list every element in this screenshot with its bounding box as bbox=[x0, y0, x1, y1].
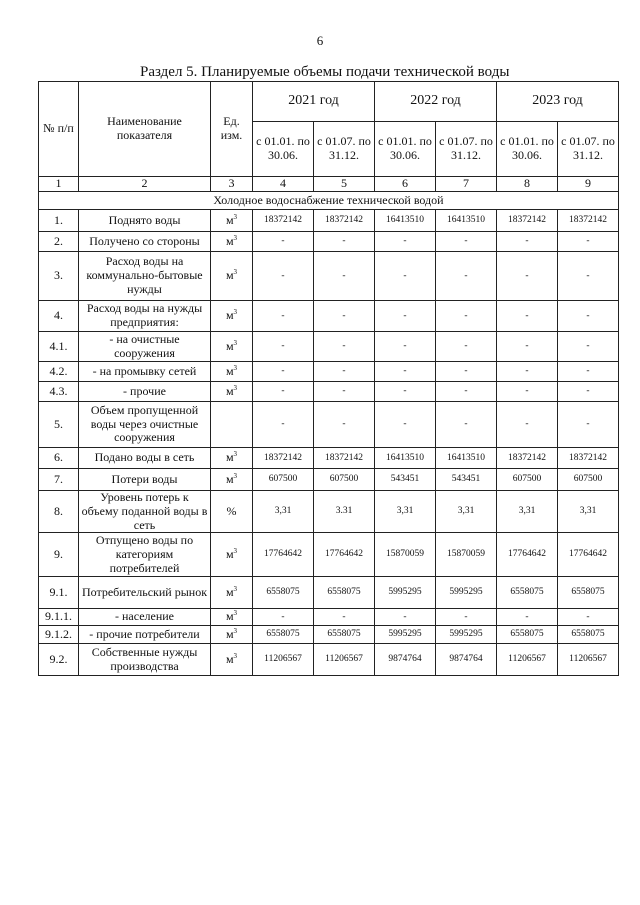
row-value: 543451 bbox=[436, 469, 497, 491]
row-unit: $м^3$ bbox=[211, 332, 253, 362]
row-value: - bbox=[436, 362, 497, 382]
row-value: 5995295 bbox=[436, 577, 497, 609]
row-number: 4.1. bbox=[39, 332, 79, 362]
row-value: 9874764 bbox=[436, 644, 497, 676]
row-value: 17764642 bbox=[497, 533, 558, 577]
row-name: Потребительский рынок bbox=[79, 577, 211, 609]
row-value: - bbox=[436, 609, 497, 626]
row-value: - bbox=[497, 609, 558, 626]
row-value: - bbox=[253, 232, 314, 252]
row-name: - прочие потребители bbox=[79, 626, 211, 644]
row-value: - bbox=[375, 609, 436, 626]
row-unit: $м^3$ bbox=[211, 232, 253, 252]
row-unit: $м^3$ bbox=[211, 626, 253, 644]
row-value: 543451 bbox=[375, 469, 436, 491]
row-value: 11206567 bbox=[497, 644, 558, 676]
row-value: 17764642 bbox=[314, 533, 375, 577]
water-supply-table bbox=[38, 81, 619, 676]
column-number: 7 bbox=[436, 177, 497, 192]
header-period: с 01.01. по 30.06. bbox=[497, 122, 558, 177]
header-period: с 01.07. по 31.12. bbox=[314, 122, 375, 177]
row-value: 9874764 bbox=[375, 644, 436, 676]
row-value: - bbox=[314, 382, 375, 402]
row-value: - bbox=[497, 301, 558, 332]
table-row bbox=[39, 301, 619, 332]
row-name: Расход воды на нужды предприятия: bbox=[79, 301, 211, 332]
section-heading: Холодное водоснабжение технической водой bbox=[39, 192, 619, 210]
row-value: - bbox=[558, 332, 619, 362]
row-value: - bbox=[253, 301, 314, 332]
row-value: 15870059 bbox=[436, 533, 497, 577]
row-name: Уровень потерь к объему поданной воды в сеть bbox=[79, 491, 211, 533]
row-value: 607500 bbox=[558, 469, 619, 491]
row-value: 16413510 bbox=[436, 210, 497, 232]
table-row bbox=[39, 332, 619, 362]
column-number: 2 bbox=[79, 177, 211, 192]
row-value: 607500 bbox=[497, 469, 558, 491]
row-value: - bbox=[314, 362, 375, 382]
table-row bbox=[39, 252, 619, 301]
row-value: - bbox=[375, 402, 436, 448]
row-value: - bbox=[558, 252, 619, 301]
row-value: - bbox=[558, 402, 619, 448]
row-value: - bbox=[375, 332, 436, 362]
row-number: 8. bbox=[39, 491, 79, 533]
table-row bbox=[39, 491, 619, 533]
column-number: 6 bbox=[375, 177, 436, 192]
column-number: 4 bbox=[253, 177, 314, 192]
row-value: 11206567 bbox=[253, 644, 314, 676]
row-value: 17764642 bbox=[558, 533, 619, 577]
column-number: 8 bbox=[497, 177, 558, 192]
row-value: - bbox=[436, 332, 497, 362]
row-value: - bbox=[436, 252, 497, 301]
row-name: Отпущено воды по категориям потребителей bbox=[79, 533, 211, 577]
table-row bbox=[39, 448, 619, 469]
row-value: 3,31 bbox=[436, 491, 497, 533]
table-row bbox=[39, 644, 619, 676]
row-value: 18372142 bbox=[314, 448, 375, 469]
row-value: - bbox=[253, 402, 314, 448]
table-body bbox=[39, 210, 619, 676]
row-value: 6558075 bbox=[497, 577, 558, 609]
row-value: - bbox=[314, 609, 375, 626]
row-value: 16413510 bbox=[436, 448, 497, 469]
header-year: 2023 год bbox=[497, 82, 619, 122]
row-name: Поднято воды bbox=[79, 210, 211, 232]
header-period: с 01.07. по 31.12. bbox=[558, 122, 619, 177]
row-value: 5995295 bbox=[375, 577, 436, 609]
row-number: 6. bbox=[39, 448, 79, 469]
row-value: - bbox=[253, 382, 314, 402]
row-value: 6558075 bbox=[253, 577, 314, 609]
row-number: 4. bbox=[39, 301, 79, 332]
row-value: - bbox=[497, 332, 558, 362]
row-value: - bbox=[558, 362, 619, 382]
row-value: 3,31 bbox=[558, 491, 619, 533]
row-value: - bbox=[375, 232, 436, 252]
row-value: 15870059 bbox=[375, 533, 436, 577]
row-unit: $м^3$ bbox=[211, 210, 253, 232]
row-unit bbox=[211, 402, 253, 448]
row-value: - bbox=[497, 252, 558, 301]
row-value: 18372142 bbox=[253, 210, 314, 232]
row-unit: $м^3$ bbox=[211, 301, 253, 332]
row-unit: $м^3$ bbox=[211, 382, 253, 402]
row-value: 3,31 bbox=[497, 491, 558, 533]
row-value: - bbox=[375, 362, 436, 382]
row-value: - bbox=[436, 301, 497, 332]
row-value: - bbox=[558, 382, 619, 402]
row-number: 1. bbox=[39, 210, 79, 232]
row-value: 3.31 bbox=[314, 491, 375, 533]
row-number: 5. bbox=[39, 402, 79, 448]
row-value: 6558075 bbox=[497, 626, 558, 644]
header-year: 2022 год bbox=[375, 82, 497, 122]
row-value: - bbox=[497, 382, 558, 402]
row-value: 6558075 bbox=[558, 626, 619, 644]
header-name: Наименование показателя bbox=[79, 82, 211, 177]
row-unit: $м^3$ bbox=[211, 448, 253, 469]
table-row bbox=[39, 469, 619, 491]
row-value: - bbox=[253, 362, 314, 382]
row-value: - bbox=[497, 402, 558, 448]
row-value: 3,31 bbox=[253, 491, 314, 533]
row-value: 607500 bbox=[314, 469, 375, 491]
row-value: 11206567 bbox=[314, 644, 375, 676]
row-value: - bbox=[497, 362, 558, 382]
table-row bbox=[39, 210, 619, 232]
row-value: - bbox=[558, 232, 619, 252]
row-value: - bbox=[314, 301, 375, 332]
row-value: 18372142 bbox=[497, 210, 558, 232]
row-unit: $м^3$ bbox=[211, 362, 253, 382]
row-unit: $м^3$ bbox=[211, 252, 253, 301]
column-number: 1 bbox=[39, 177, 79, 192]
row-name: Потери воды bbox=[79, 469, 211, 491]
row-value: 607500 bbox=[253, 469, 314, 491]
row-unit: $м^3$ bbox=[211, 609, 253, 626]
row-value: 5995295 bbox=[375, 626, 436, 644]
row-value: 11206567 bbox=[558, 644, 619, 676]
row-name: Подано воды в сеть bbox=[79, 448, 211, 469]
row-value: - bbox=[375, 301, 436, 332]
column-number: 3 bbox=[211, 177, 253, 192]
row-number: 4.2. bbox=[39, 362, 79, 382]
row-number: 2. bbox=[39, 232, 79, 252]
table-row bbox=[39, 577, 619, 609]
header-period: с 01.01. по 30.06. bbox=[253, 122, 314, 177]
section-title: Раздел 5. Планируемые объемы подачи технической воды bbox=[140, 64, 510, 80]
row-name: Получено со стороны bbox=[79, 232, 211, 252]
row-number: 7. bbox=[39, 469, 79, 491]
row-value: 6558075 bbox=[314, 626, 375, 644]
row-name: - на очистные сооружения bbox=[79, 332, 211, 362]
table-row bbox=[39, 626, 619, 644]
table-header bbox=[39, 82, 619, 210]
row-value: - bbox=[375, 252, 436, 301]
column-number: 9 bbox=[558, 177, 619, 192]
table-row bbox=[39, 232, 619, 252]
table-row bbox=[39, 533, 619, 577]
row-value: - bbox=[558, 301, 619, 332]
row-value: 16413510 bbox=[375, 448, 436, 469]
row-value: 6558075 bbox=[314, 577, 375, 609]
row-value: 16413510 bbox=[375, 210, 436, 232]
row-value: - bbox=[253, 332, 314, 362]
row-value: - bbox=[314, 252, 375, 301]
row-value: - bbox=[314, 402, 375, 448]
row-unit: $м^3$ bbox=[211, 577, 253, 609]
row-unit: $м^3$ bbox=[211, 533, 253, 577]
row-name: Расход воды на коммунально-бытовые нужды bbox=[79, 252, 211, 301]
row-value: 18372142 bbox=[314, 210, 375, 232]
row-value: - bbox=[436, 382, 497, 402]
row-value: - bbox=[436, 402, 497, 448]
page-number: 6 bbox=[316, 33, 324, 48]
row-name: - прочие bbox=[79, 382, 211, 402]
row-value: - bbox=[497, 232, 558, 252]
row-unit: $м^3$ bbox=[211, 469, 253, 491]
row-value: 6558075 bbox=[253, 626, 314, 644]
row-number: 4.3. bbox=[39, 382, 79, 402]
header-period: с 01.01. по 30.06. bbox=[375, 122, 436, 177]
row-unit: % bbox=[211, 491, 253, 533]
row-value: 3,31 bbox=[375, 491, 436, 533]
row-value: 6558075 bbox=[558, 577, 619, 609]
row-value: 17764642 bbox=[253, 533, 314, 577]
row-value: 18372142 bbox=[558, 210, 619, 232]
row-value: - bbox=[436, 232, 497, 252]
row-number: 9.1. bbox=[39, 577, 79, 609]
row-name: - население bbox=[79, 609, 211, 626]
row-number: 3. bbox=[39, 252, 79, 301]
row-value: - bbox=[375, 382, 436, 402]
row-name: Объем пропущенной воды через очистные сооружения bbox=[79, 402, 211, 448]
header-num: № п/п bbox=[39, 82, 79, 177]
table-row bbox=[39, 382, 619, 402]
section-row bbox=[39, 192, 619, 210]
row-value: - bbox=[253, 609, 314, 626]
header-year: 2021 год bbox=[253, 82, 375, 122]
row-value: 18372142 bbox=[558, 448, 619, 469]
row-number: 9.1.2. bbox=[39, 626, 79, 644]
row-number: 9.2. bbox=[39, 644, 79, 676]
table-row bbox=[39, 609, 619, 626]
row-value: - bbox=[314, 332, 375, 362]
table-row bbox=[39, 402, 619, 448]
header-period: с 01.07. по 31.12. bbox=[436, 122, 497, 177]
column-number: 5 bbox=[314, 177, 375, 192]
row-name: - на промывку сетей bbox=[79, 362, 211, 382]
row-number: 9.1.1. bbox=[39, 609, 79, 626]
column-numbers-row bbox=[39, 177, 619, 192]
row-value: - bbox=[253, 252, 314, 301]
row-value: - bbox=[314, 232, 375, 252]
row-value: 5995295 bbox=[436, 626, 497, 644]
row-name: Собственные нужды производства bbox=[79, 644, 211, 676]
header-unit: Ед. изм. bbox=[211, 82, 253, 177]
row-value: 18372142 bbox=[497, 448, 558, 469]
row-number: 9. bbox=[39, 533, 79, 577]
row-value: 18372142 bbox=[253, 448, 314, 469]
table-row bbox=[39, 362, 619, 382]
row-value: - bbox=[558, 609, 619, 626]
row-unit: $м^3$ bbox=[211, 644, 253, 676]
